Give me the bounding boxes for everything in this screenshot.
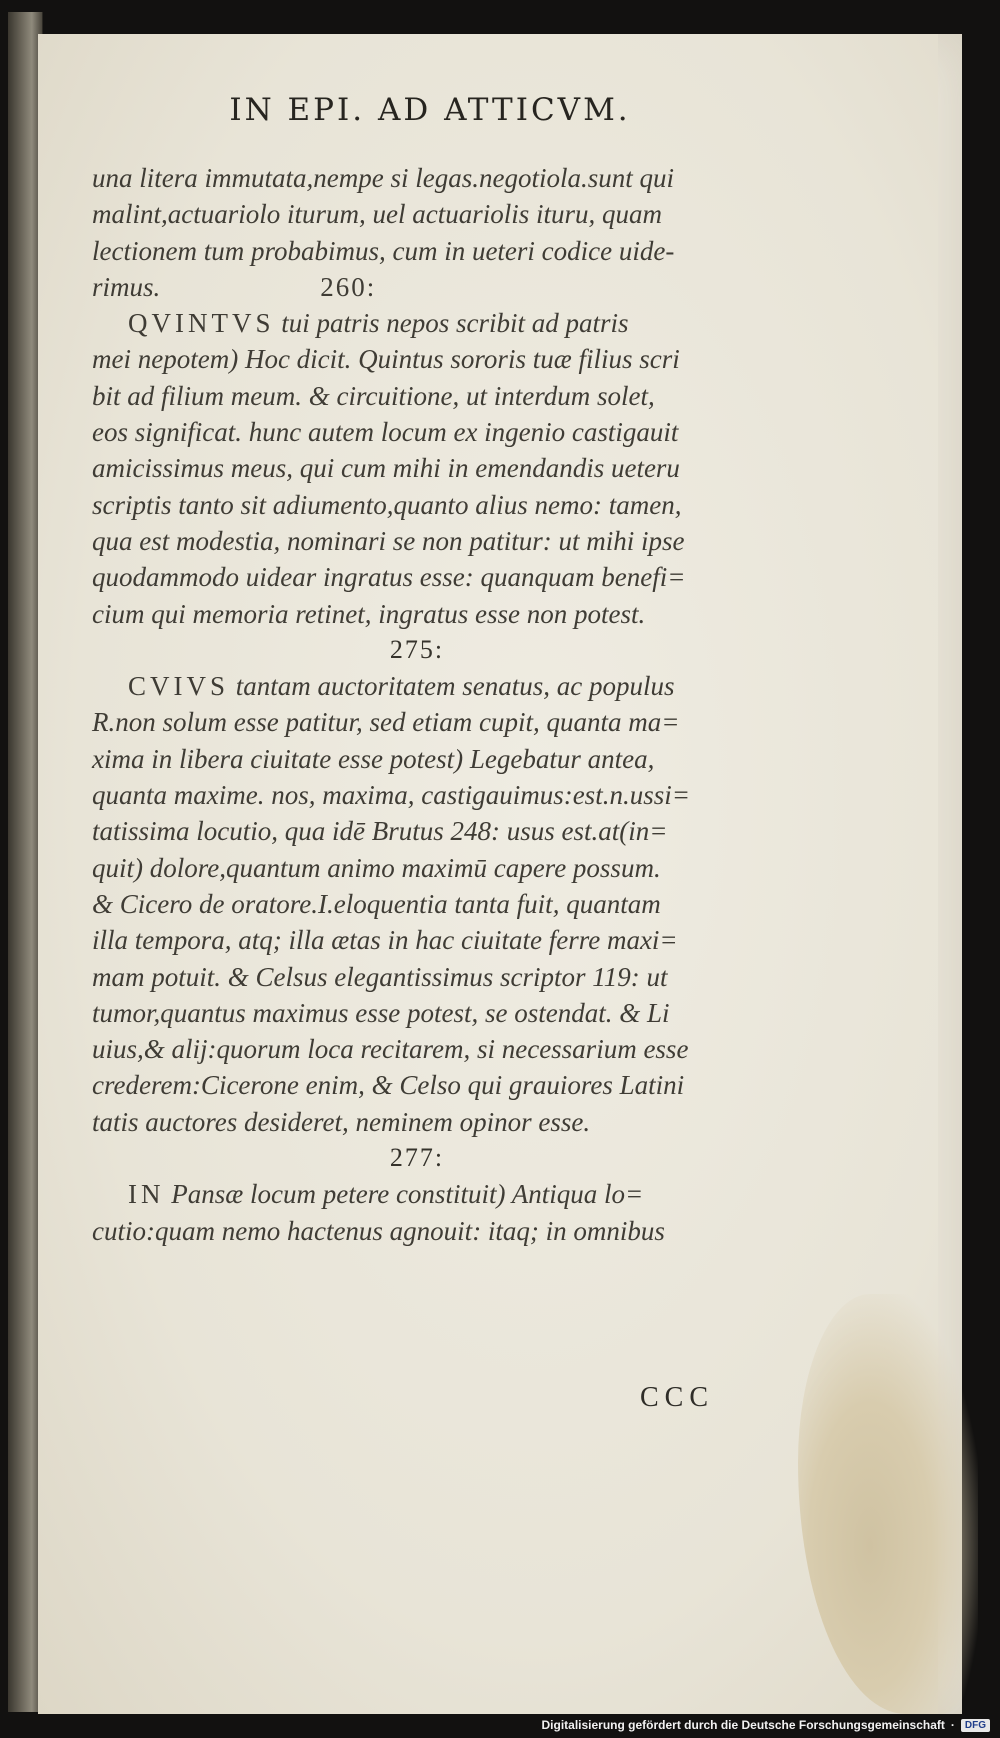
text-line <box>92 596 742 632</box>
text-line <box>92 1067 742 1103</box>
text-line <box>92 959 742 995</box>
line-text: una litera immutata,nempe si legas.negotiola.sunt qui <box>92 163 674 193</box>
credit-text: Digitalisierung gefördert durch die Deutsche Forschungsgemeinschaft <box>541 1718 945 1732</box>
line-text: uius,& alij:quorum loca recitarem, si necessarium esse <box>92 1034 689 1065</box>
lemma-capitals: IN <box>128 1179 165 1210</box>
text-block <box>92 160 742 1249</box>
line-text: lectionem tum probabimus, cum in ueteri codice uide- <box>92 235 675 266</box>
line-text: illa tempora, atq; illa ætas in hac ciuitate ferre maxi= <box>92 925 678 956</box>
line-text: 275: <box>389 634 445 664</box>
text-line <box>92 850 742 886</box>
line-text: crederem:Cicerone enim, & Celso qui grauiores Latini <box>92 1070 685 1101</box>
line-text: quanta maxime. nos, maxima, castigauimus:est.n.ussi= <box>92 780 690 811</box>
text-line <box>92 414 742 450</box>
line-text: tantam auctoritatem senatus, ac populus <box>229 671 675 702</box>
text-line <box>92 196 742 232</box>
text-line <box>92 305 742 341</box>
line-text: malint,actuariolo iturum, uel actuariolis ituru, quam <box>92 199 663 230</box>
text-line <box>92 668 742 704</box>
catchword: CCC <box>640 1382 715 1413</box>
line-text: Pansæ locum petere constituit) Antiqua lo= <box>164 1179 644 1210</box>
line-text: scriptis tanto sit adiumento,quanto alius nemo: tamen, <box>92 489 682 520</box>
line-text: tatis auctores desideret, neminem opinor esse. <box>92 1106 591 1137</box>
line-text: xima in libera ciuitate esse potest) Legebatur antea, <box>92 743 655 774</box>
line-text: tatissima locutio, qua idē Brutus 248: usus est.at(in= <box>92 816 668 847</box>
text-line <box>92 995 742 1031</box>
line-text: tumor,quantus maximus esse potest, se ostendat. & Li <box>92 997 670 1028</box>
dfg-logo-icon: DFG <box>961 1719 990 1732</box>
section-number <box>92 632 742 668</box>
text-line <box>92 450 742 486</box>
section-number <box>92 1140 742 1176</box>
text-line <box>92 1031 742 1067</box>
line-text: qua est modestia, nominari se non patitur: ut mihi ipse <box>92 525 685 556</box>
text-line <box>92 1213 742 1249</box>
line-text: tui patris nepos scribit ad patris <box>274 308 629 339</box>
lemma-capitals: QVINTVS <box>128 308 275 339</box>
line-text: bit ad filium meum. & circuitione, ut interdum solet, <box>92 380 655 411</box>
line-text: & Cicero de oratore.I.eloquentia tanta fuit, quantam <box>92 888 661 919</box>
text-line <box>92 813 742 849</box>
line-text: amicissimus meus, qui cum mihi in emendandis ueteru <box>92 453 680 484</box>
text-line <box>92 269 742 305</box>
line-text: R.non solum esse patitur, sed etiam cupit, quanta ma= <box>92 707 680 738</box>
text-line <box>92 922 742 958</box>
line-text: cutio:quam nemo hactenus agnouit: itaq; in omnibus <box>92 1215 665 1246</box>
digitization-credit: Digitalisierung gefördert durch die Deutsche Forschungsgemeinschaft · DFG <box>541 1718 990 1732</box>
text-line <box>92 1176 742 1212</box>
line-text: mei nepotem) Hoc dicit. Quintus sororis tuæ filius scri <box>92 344 680 375</box>
line-text: quodammodo uidear ingratus esse: quanquam benefi= <box>92 562 686 593</box>
text-line <box>92 233 742 269</box>
text-line <box>92 777 742 813</box>
line-text: 277: <box>389 1143 445 1173</box>
line-text: eos significat. hunc autem locum ex ingenio castigauit <box>92 417 679 448</box>
text-line <box>92 559 742 595</box>
text-line <box>92 160 742 196</box>
line-text: mam potuit. & Celsus elegantissimus scriptor 119: ut <box>92 961 668 992</box>
running-header: IN EPI. AD ATTICVM. <box>229 92 631 128</box>
text-line <box>92 741 742 777</box>
text-line <box>92 487 742 523</box>
text-line <box>92 341 742 377</box>
lemma-capitals: CVIVS <box>128 671 230 702</box>
line-text: quit) dolore,quantum animo maximū capere possum. <box>92 852 661 883</box>
text-line <box>92 886 742 922</box>
line-text: cium qui memoria retinet, ingratus esse non potest. <box>92 598 646 629</box>
text-line <box>92 523 742 559</box>
line-text: rimus. <box>92 271 161 302</box>
text-line <box>92 1104 742 1140</box>
text-line <box>92 704 742 740</box>
section-number: 260: <box>320 271 377 302</box>
text-line <box>92 378 742 414</box>
